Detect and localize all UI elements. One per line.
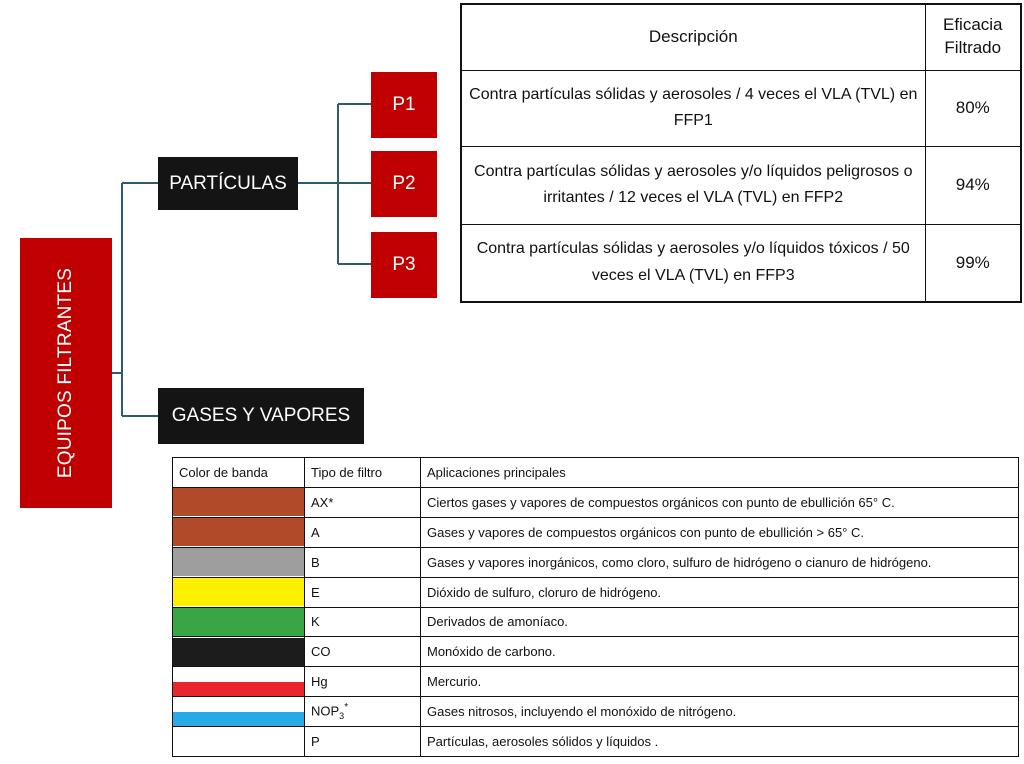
filter-type-cell: Hg bbox=[305, 667, 421, 697]
application-cell: Monóxido de carbono. bbox=[421, 637, 1019, 667]
filter-type-cell: P bbox=[305, 727, 421, 757]
filter-type-base: NOP bbox=[311, 703, 340, 719]
color-band-swatch bbox=[173, 698, 304, 726]
table-row bbox=[461, 146, 1021, 224]
color-band-stripe bbox=[173, 712, 304, 726]
table-row bbox=[173, 697, 1019, 727]
color-band-swatch bbox=[173, 488, 304, 516]
application-cell: Dióxido de sulfuro, cloruro de hidrógeno. bbox=[421, 577, 1019, 607]
application-cell: Gases y vapores de compuestos orgánicos con punto de ebullición > 65° C. bbox=[421, 517, 1019, 547]
color-band-swatch bbox=[173, 518, 304, 546]
table-row bbox=[173, 577, 1019, 607]
application-cell: Derivados de amoníaco. bbox=[421, 607, 1019, 637]
table-row bbox=[173, 637, 1019, 667]
color-band-cell bbox=[173, 488, 305, 518]
table-row bbox=[461, 224, 1021, 302]
filter-type-cell: A bbox=[305, 517, 421, 547]
equipos-filtrantes-box bbox=[20, 238, 112, 508]
p1-box bbox=[371, 72, 437, 138]
description-header: Descripción bbox=[461, 4, 925, 70]
application-cell: Gases y vapores inorgánicos, como cloro, sulfuro de hidrógeno o cianuro de hidrógeno. bbox=[421, 547, 1019, 577]
efficacy-cell: 80% bbox=[925, 70, 1021, 146]
efficacy-cell: 99% bbox=[925, 224, 1021, 302]
application-cell: Partículas, aerosoles sólidos y líquidos . bbox=[421, 727, 1019, 757]
color-band-stripe bbox=[173, 728, 304, 756]
filter-type-cell: K bbox=[305, 607, 421, 637]
p3-label: P3 bbox=[392, 254, 416, 275]
color-header: Color de banda bbox=[173, 458, 305, 488]
table-row bbox=[173, 607, 1019, 637]
table-row bbox=[173, 547, 1019, 577]
table-row bbox=[173, 488, 1019, 518]
color-band-stripe bbox=[173, 548, 304, 576]
color-band-stripe bbox=[173, 518, 304, 546]
table-row bbox=[173, 667, 1019, 697]
color-band-stripe bbox=[173, 668, 304, 682]
description-cell: Contra partículas sólidas y aerosoles y/o líquidos tóxicos / 50 veces el VLA (TVL) en FFP3 bbox=[461, 224, 925, 302]
application-cell: Mercurio. bbox=[421, 667, 1019, 697]
type-header: Tipo de filtro bbox=[305, 458, 421, 488]
equipos-filtrantes-label: EQUIPOS FILTRANTES bbox=[55, 267, 77, 479]
color-band-cell bbox=[173, 727, 305, 757]
filter-type-cell bbox=[305, 697, 421, 727]
efficacy-header bbox=[925, 4, 1021, 70]
particle-filter-table bbox=[460, 3, 1022, 303]
color-band-stripe bbox=[173, 578, 304, 606]
color-band-stripe bbox=[173, 488, 304, 516]
particulas-label: PARTÍCULAS bbox=[169, 172, 287, 194]
table-row bbox=[461, 70, 1021, 146]
table-row bbox=[173, 517, 1019, 547]
color-band-cell bbox=[173, 547, 305, 577]
particle-table-header bbox=[461, 4, 1021, 70]
filter-type-subscript: 3 bbox=[339, 711, 345, 722]
color-band-stripe bbox=[173, 682, 304, 696]
color-band-swatch bbox=[173, 638, 304, 666]
particulas-box bbox=[158, 157, 298, 210]
apps-header: Aplicaciones principales bbox=[421, 458, 1019, 488]
table-row bbox=[173, 727, 1019, 757]
filter-type-cell: E bbox=[305, 577, 421, 607]
color-band-cell bbox=[173, 637, 305, 667]
efficacy-header-line2: Filtrado bbox=[944, 38, 1002, 58]
color-band-cell bbox=[173, 667, 305, 697]
color-band-cell bbox=[173, 577, 305, 607]
application-cell: Ciertos gases y vapores de compuestos orgánicos con punto de ebullición 65° C. bbox=[421, 488, 1019, 518]
color-band-stripe bbox=[173, 608, 304, 636]
color-band-swatch bbox=[173, 668, 304, 696]
color-band-swatch bbox=[173, 578, 304, 606]
gas-table-header bbox=[173, 458, 1019, 488]
filter-type-cell: AX* bbox=[305, 488, 421, 518]
filter-type-cell: CO bbox=[305, 637, 421, 667]
color-band-swatch bbox=[173, 728, 304, 756]
color-band-swatch bbox=[173, 548, 304, 576]
gas-filter-table bbox=[172, 457, 1019, 757]
color-band-swatch bbox=[173, 608, 304, 636]
color-band-cell bbox=[173, 517, 305, 547]
description-cell: Contra partículas sólidas y aerosoles / 4 veces el VLA (TVL) en FFP1 bbox=[461, 70, 925, 146]
application-cell: Gases nitrosos, incluyendo el monóxido de nitrógeno. bbox=[421, 697, 1019, 727]
efficacy-cell: 94% bbox=[925, 146, 1021, 224]
gases-vapores-label: GASES Y VAPORES bbox=[171, 405, 351, 426]
p1-label: P1 bbox=[392, 94, 416, 115]
gases-vapores-box bbox=[158, 388, 364, 444]
filter-type-cell: B bbox=[305, 547, 421, 577]
filter-type-superscript: * bbox=[344, 702, 349, 714]
color-band-stripe bbox=[173, 698, 304, 712]
p2-label: P2 bbox=[392, 173, 416, 194]
description-cell: Contra partículas sólidas y aerosoles y/o líquidos peligrosos o irritantes / 12 veces el VLA (TVL) en FFP2 bbox=[461, 146, 925, 224]
p2-box bbox=[371, 151, 437, 217]
color-band-cell bbox=[173, 697, 305, 727]
efficacy-header-line1: Eficacia bbox=[942, 15, 1003, 35]
color-band-cell bbox=[173, 607, 305, 637]
color-band-stripe bbox=[173, 638, 304, 666]
p3-box bbox=[371, 232, 437, 298]
